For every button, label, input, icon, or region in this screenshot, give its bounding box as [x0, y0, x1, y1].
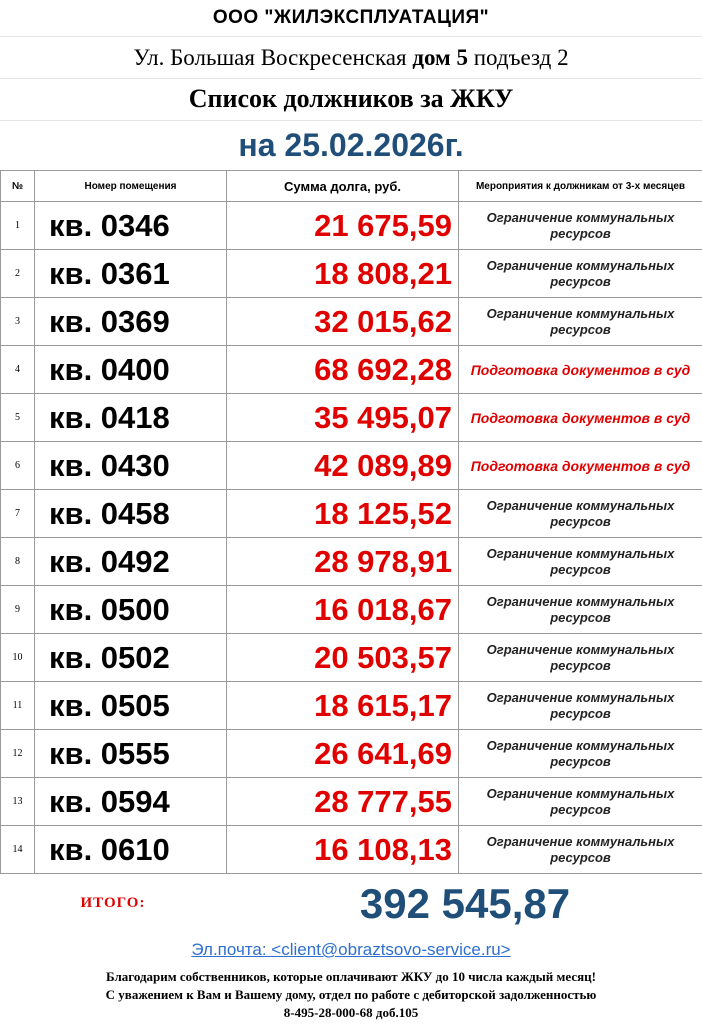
table-row: [1, 346, 702, 394]
table-row: [1, 298, 702, 346]
row-room: кв. 0610: [35, 826, 227, 874]
table-row: [1, 682, 702, 730]
footer-phone: 8-495-28-000-68 доб.105: [283, 1005, 419, 1020]
row-debt-sum: 16 108,13: [227, 826, 459, 874]
table-row: [1, 394, 702, 442]
row-number: 12: [1, 730, 35, 778]
row-room: кв. 0361: [35, 250, 227, 298]
table-row: [1, 538, 702, 586]
row-number: 7: [1, 490, 35, 538]
row-action: Подготовка документов в суд: [459, 394, 702, 442]
row-action: Ограничение коммунальных ресурсов: [459, 730, 702, 778]
divider: [0, 78, 702, 79]
row-room: кв. 0555: [35, 730, 227, 778]
email-link[interactable]: Эл.почта: <client@obraztsovo-service.ru>: [191, 940, 511, 959]
row-action: Ограничение коммунальных ресурсов: [459, 586, 702, 634]
table-row: [1, 730, 702, 778]
row-action: Ограничение коммунальных ресурсов: [459, 490, 702, 538]
table-row: [1, 634, 702, 682]
table-row: [1, 250, 702, 298]
divider: [0, 36, 702, 37]
table-row: [1, 490, 702, 538]
row-debt-sum: 42 089,89: [227, 442, 459, 490]
row-number: 1: [1, 202, 35, 250]
row-debt-sum: 20 503,57: [227, 634, 459, 682]
divider: [0, 120, 702, 121]
row-debt-sum: 21 675,59: [227, 202, 459, 250]
row-room: кв. 0502: [35, 634, 227, 682]
row-room: кв. 0400: [35, 346, 227, 394]
table-row: [1, 778, 702, 826]
column-header-sum: Сумма долга, руб.: [227, 171, 459, 202]
row-debt-sum: 16 018,67: [227, 586, 459, 634]
row-debt-sum: 26 641,69: [227, 730, 459, 778]
address-entrance: подъезд 2: [467, 45, 569, 70]
row-debt-sum: 18 615,17: [227, 682, 459, 730]
debtors-table-body: [1, 202, 702, 874]
row-action: Ограничение коммунальных ресурсов: [459, 778, 702, 826]
total-value: 392 545,87: [359, 880, 571, 927]
row-number: 6: [1, 442, 35, 490]
table-row: [1, 202, 702, 250]
row-room: кв. 0492: [35, 538, 227, 586]
row-number: 8: [1, 538, 35, 586]
row-room: кв. 0346: [35, 202, 227, 250]
row-debt-sum: 68 692,28: [227, 346, 459, 394]
row-number: 11: [1, 682, 35, 730]
address-street: Ул. Большая Воскресенская: [133, 45, 413, 70]
row-debt-sum: 28 978,91: [227, 538, 459, 586]
debtors-table: [0, 170, 702, 874]
row-action: Ограничение коммунальных ресурсов: [459, 250, 702, 298]
row-number: 10: [1, 634, 35, 682]
table-row: [1, 442, 702, 490]
row-action: Ограничение коммунальных ресурсов: [459, 634, 702, 682]
row-number: 3: [1, 298, 35, 346]
total-label: ИТОГО:: [80, 895, 146, 911]
row-room: кв. 0418: [35, 394, 227, 442]
row-action: Ограничение коммунальных ресурсов: [459, 826, 702, 874]
row-number: 4: [1, 346, 35, 394]
row-number: 9: [1, 586, 35, 634]
row-debt-sum: 18 808,21: [227, 250, 459, 298]
row-action: Подготовка документов в суд: [459, 442, 702, 490]
row-room: кв. 0594: [35, 778, 227, 826]
table-header-row: [1, 171, 702, 202]
row-room: кв. 0505: [35, 682, 227, 730]
table-row: [1, 586, 702, 634]
column-header-number: №: [1, 171, 35, 202]
row-action: Ограничение коммунальных ресурсов: [459, 538, 702, 586]
address-line: [0, 40, 702, 76]
row-number: 13: [1, 778, 35, 826]
row-number: 2: [1, 250, 35, 298]
column-header-actions: Мероприятия к должникам от 3-х месяцев: [459, 171, 702, 202]
row-action: Подготовка документов в суд: [459, 346, 702, 394]
row-debt-sum: 32 015,62: [227, 298, 459, 346]
row-debt-sum: 18 125,52: [227, 490, 459, 538]
footer-thanks: Благодарим собственников, которые оплачивают ЖКУ до 10 числа каждый месяц!: [106, 969, 596, 984]
row-action: Ограничение коммунальных ресурсов: [459, 202, 702, 250]
column-header-room: Номер помещения: [35, 171, 227, 202]
list-date: на 25.02.2026г.: [238, 127, 464, 163]
row-number: 14: [1, 826, 35, 874]
list-title: Список должников за ЖКУ: [188, 84, 514, 113]
organization-name: ООО "ЖИЛЭКСПЛУАТАЦИЯ": [212, 7, 490, 28]
row-room: кв. 0500: [35, 586, 227, 634]
address-house: дом 5: [412, 45, 468, 70]
row-debt-sum: 28 777,55: [227, 778, 459, 826]
row-action: Ограничение коммунальных ресурсов: [459, 682, 702, 730]
row-room: кв. 0430: [35, 442, 227, 490]
row-debt-sum: 35 495,07: [227, 394, 459, 442]
row-room: кв. 0369: [35, 298, 227, 346]
table-row: [1, 826, 702, 874]
footer-regards: С уважением к Вам и Вашему дому, отдел по работе с дебиторской задолженностью: [105, 987, 597, 1002]
row-action: Ограничение коммунальных ресурсов: [459, 298, 702, 346]
row-room: кв. 0458: [35, 490, 227, 538]
row-number: 5: [1, 394, 35, 442]
